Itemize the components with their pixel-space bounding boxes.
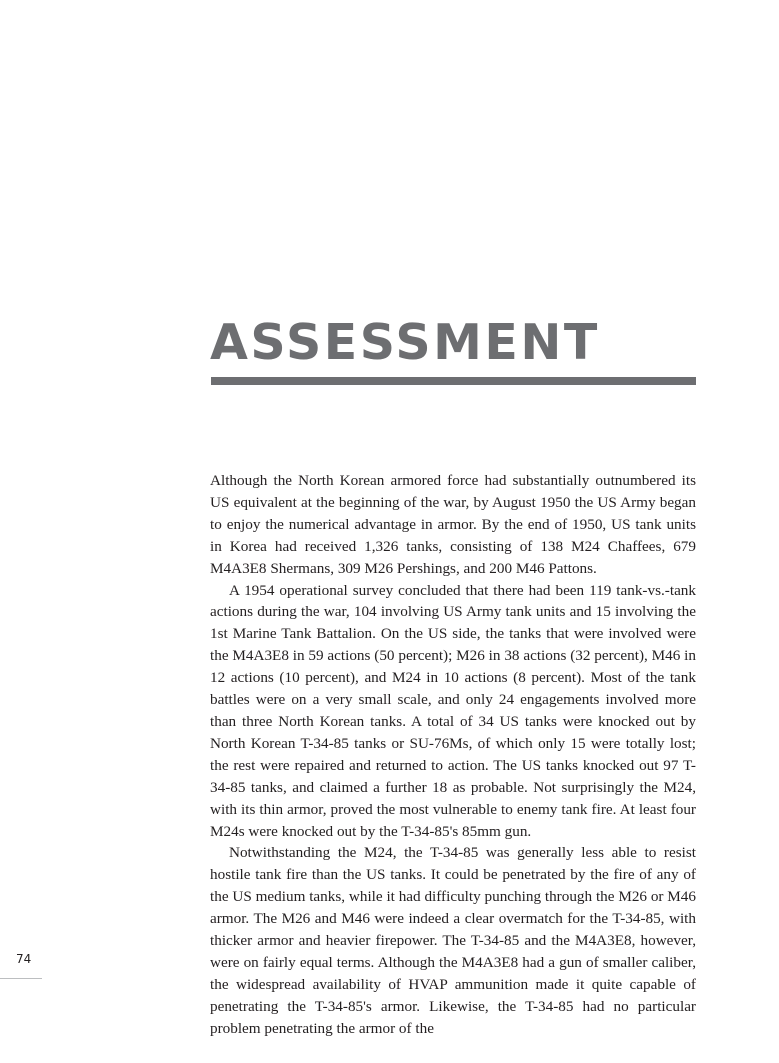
page-number-rule <box>0 978 42 979</box>
paragraph-1: Although the North Korean armored force had substantially outnumbered its US equivalent at the beginning of the war, by August 1950 the US Army began to enjoy the numerical advantage in armor. By the end of 1950, US tank units in Korea had received 1,326 tanks, consisting of 138 M24 Chaffees, 679 M4A3E8 Shermans, 309 M26 Pershings, and 200 M46 Pattons. <box>210 472 696 577</box>
body-text <box>210 470 696 1040</box>
chapter-heading: ASSESSMENT <box>210 314 600 371</box>
paragraph-2: A 1954 operational survey concluded that there had been 119 tank-vs.-tank actions during the war, 104 involving US Army tank units and 15 involving the 1st Marine Tank Battalion. On the US side, the tanks that were involved were the M4A3E8 in 59 actions (50 percent); M26 in 38 actions (32 percent), M46 in 12 actions (10 percent), and M24 in 10 actions (8 percent). Most of the tank battles were on a very small scale, and only 24 engagements involved more than three North Korean tanks. A total of 34 US tanks were knocked out by North Korean T-34-85 tanks or SU-76Ms, of which only 15 were totally lost; the rest were repaired and returned to action. The US tanks knocked out 97 T-34-85 tanks, and claimed a further 18 as probable. Not surprisingly the M24, with its thin armor, proved the most vulnerable to enemy tank fire. At least four M24s were knocked out by the T-34-85's 85mm gun. <box>210 581 696 840</box>
heading-underline-rule <box>211 377 696 385</box>
page-number: 74 <box>16 952 32 966</box>
paragraph-3: Notwithstanding the M24, the T-34-85 was generally less able to resist hostile tank fire than the US tanks. It could be penetrated by the fire of any of the US medium tanks, while it had difficulty punching through the M26 or M46 armor. The M26 and M46 were indeed a clear overmatch for the T-34-85, with thicker armor and heavier firepower. The T-34-85 and the M4A3E8, however, were on fairly equal terms. Although the M4A3E8 had a gun of smaller caliber, the widespread availability of HVAP ammunition made it quite capable of penetrating the T-34-85's armor. Likewise, the T-34-85 had no particular problem penetrating the armor of the <box>210 844 696 1037</box>
